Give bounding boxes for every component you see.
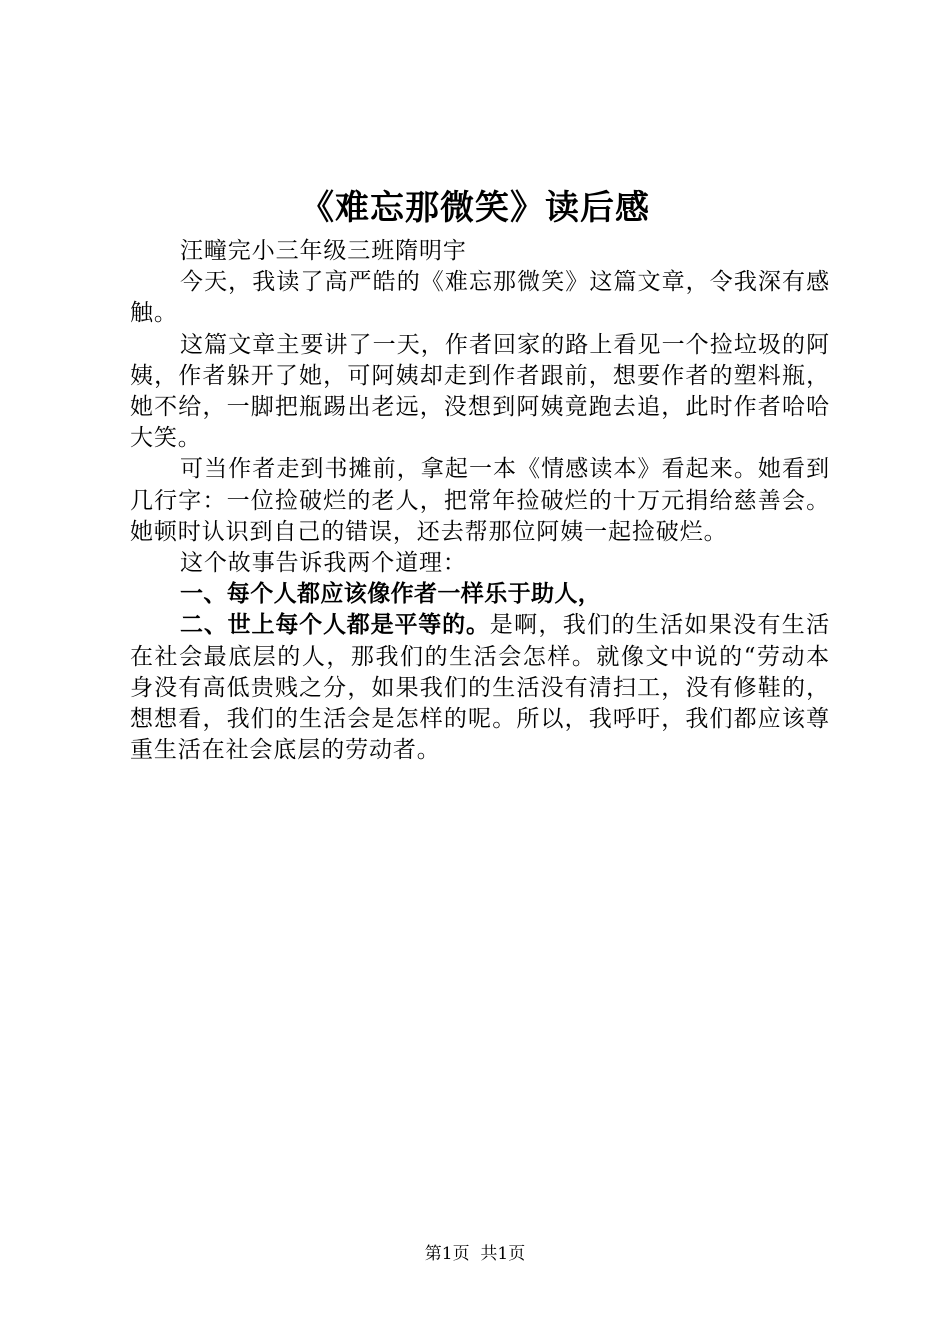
author-line: 汪疃完小三年级三班隋明宇 xyxy=(180,238,467,264)
paragraph-2: 这篇文章主要讲了一天，作者回家的路上看见一个捡垃圾的阿姨，作者躲开了她，可阿姨却走到作者跟前，想要作者的塑料瓶，她不给，一脚把瓶踢出老远，没想到阿姨竟跑去追，此时作者哈哈大笑。 xyxy=(130,331,830,452)
document-title: 《难忘那微笑》读后感 xyxy=(300,188,650,228)
paragraph-3: 可当作者走到书摊前，拿起一本《情感读本》看起来。她看到几行字：一位捡破烂的老人，把常年捡破烂的十万元捐给慈善会。她顿时认识到自己的错误，还去帮那位阿姨一起捡破烂。 xyxy=(130,456,830,545)
document-body xyxy=(130,236,830,766)
point-two xyxy=(130,610,830,766)
page-number: 第1页 xyxy=(424,1244,470,1264)
paragraph-4: 这个故事告诉我两个道理： xyxy=(180,550,467,577)
point-two-text: 是啊，我们的生活如果没有生活在社会最底层的人，那我们的生活会怎样。就像文中说的“劳动本身没有高低贵贱之分，如果我们的生活没有清扫工，没有修鞋的，想想看，我们的生活会是怎样的呢。所以，我呼吁，我们都应该尊重生活在社会底层的劳动者。 xyxy=(130,612,830,764)
paragraph-1: 今天，我读了高严皓的《难忘那微笑》这篇文章，令我深有感触。 xyxy=(130,269,830,327)
point-two-heading: 二、世上每个人都是平等的。 xyxy=(180,612,490,639)
point-one: 一、每个人都应该像作者一样乐于助人， xyxy=(180,581,602,608)
page-total: 共1页 xyxy=(480,1244,526,1264)
page-footer xyxy=(0,1240,950,1268)
footer-spacer xyxy=(470,1244,481,1264)
